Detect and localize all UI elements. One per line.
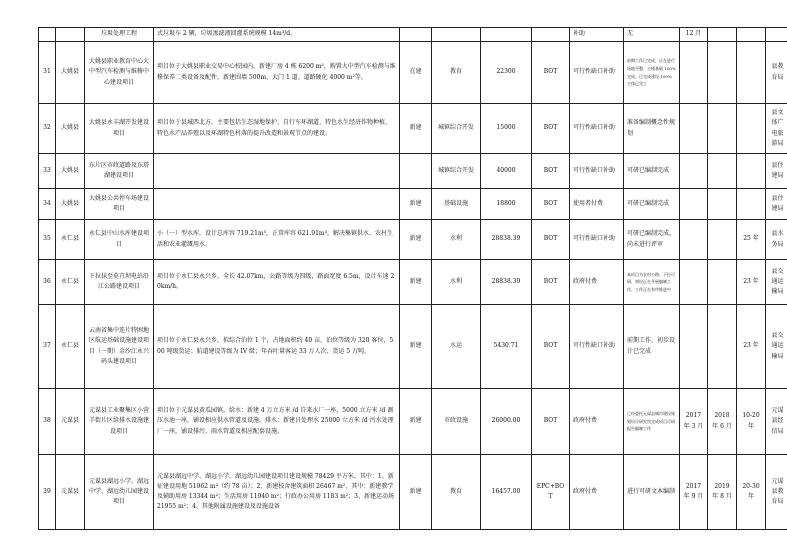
funding-cell: 可行性缺口补助: [570, 154, 624, 189]
progress-cell: 无: [624, 28, 680, 42]
department-cell: 元谋县教育局: [766, 455, 787, 530]
project-content-cell: 项目位于元谋县黄瓜园镇。给水：新建 4 万立方米 /d 自来水厂一座，5000 立方米 /d 调压水池一座，铺设相应供水管道及设施。排水：新建日处理水 25000 立方米 /d 污水处理厂一座，铺设排污、雨水管道及相应配套设施。: [154, 389, 400, 455]
funding-cell: 政府付费: [570, 455, 624, 530]
progress-cell: 准备编制概念性规划: [624, 104, 680, 154]
county-cell: 永仁县: [56, 260, 85, 305]
progress-cell: 可研已编制完成: [624, 189, 680, 220]
start-date-cell: [680, 260, 708, 305]
table-row: [39, 220, 787, 260]
term-cell: 23 年: [737, 260, 766, 305]
row-number: 38: [39, 389, 56, 455]
sector-cell: 教育: [432, 455, 481, 530]
funding-cell: 政府付费: [570, 260, 624, 305]
department-cell: 县住建局: [766, 154, 787, 189]
table-row: [39, 42, 787, 104]
department-cell: [766, 28, 787, 42]
department-cell: 县文体广电旅游局: [766, 104, 787, 154]
table-row: [39, 455, 787, 530]
sector-cell: 水利: [432, 220, 481, 260]
investment-cell: 26000.00: [481, 389, 532, 455]
project-type-cell: 新建: [400, 260, 432, 305]
county-cell: 永仁县: [56, 220, 85, 260]
end-date-cell: [708, 220, 737, 260]
sector-cell: [432, 28, 481, 42]
project-content-cell: 项目位于大姚县职业交易中心校园内，新建厂房 4 栋 6200 m²，购置大中型汽车检测与维修保养二类设备及配件，新建围墙 500m、大门 1 道、道路硬化 4000 m²等。: [154, 42, 400, 104]
sector-cell: 基础设施: [432, 189, 481, 220]
investment-cell: 28838.39: [481, 220, 532, 260]
operation-mode-cell: BOT: [532, 154, 570, 189]
project-type-cell: 新建: [400, 189, 432, 220]
investment-cell: 15000: [481, 104, 532, 154]
progress-cell: 可研已编制完成: [624, 154, 680, 189]
project-name-cell: 云南省集中连片特困地区航运基础设施建设项目（一期）金沙江永兴码头建设项目: [85, 305, 154, 389]
table-row: [39, 305, 787, 389]
investment-cell: 22300: [481, 42, 532, 104]
end-date-cell: 2019 年 8 月: [708, 455, 737, 530]
operation-mode-cell: BOT: [532, 389, 570, 455]
progress-cell: 进行可研文本编制: [624, 455, 680, 530]
row-number: 32: [39, 104, 56, 154]
project-type-cell: 在建: [400, 42, 432, 104]
end-date-cell: [708, 42, 737, 104]
row-number: 35: [39, 220, 56, 260]
row-number: [39, 28, 56, 42]
county-cell: 大姚县: [56, 189, 85, 220]
start-date-cell: [680, 305, 708, 389]
project-content-cell: 小（一）型水库，设计总库容 719.21m³，正常库容 621.91m³，解决集镇供水、农村生活和农业灌溉用水。: [154, 220, 400, 260]
operation-mode-cell: BOT: [532, 42, 570, 104]
investment-cell: 40000: [481, 154, 532, 189]
row-number: 31: [39, 42, 56, 104]
sector-cell: 教育: [432, 42, 481, 104]
county-cell: 元谋县: [56, 389, 85, 455]
department-cell: 县交通运输局: [766, 305, 787, 389]
start-date-cell: [680, 154, 708, 189]
project-name-cell: 东片区市政道路及东塔湖建设项目: [85, 154, 154, 189]
start-date-cell: 2017 年 3 月: [680, 389, 708, 455]
project-name-cell: 下拉抹至莫苴坝电站沿江公路建设项目: [85, 260, 154, 305]
project-name-cell: 元谋县工业聚集区小营羊街片区给排水设施建设项目: [85, 389, 154, 455]
funding-cell: 可行性缺口补助: [570, 305, 624, 389]
project-name-cell: 垃圾处理工程: [85, 28, 154, 42]
end-date-cell: [708, 305, 737, 389]
department-cell: 县住建局: [766, 189, 787, 220]
operation-mode-cell: BOT: [532, 220, 570, 260]
progress-cell: 前期工作已完成，正在进行场地平整，主楼基础 100% 完成，已完成建设 100% 主体已完工: [624, 42, 680, 104]
investment-cell: 16457.00: [481, 455, 532, 530]
project-name-cell: 大姚县职业教育中心大中型汽车检测与维修中心建设项目: [85, 42, 154, 104]
funding-cell: 可行性缺口补助: [570, 104, 624, 154]
investment-cell: [481, 28, 532, 42]
progress-cell: 前期工作，初步设计已完成: [624, 305, 680, 389]
project-content-cell: 式垃圾车 2 辆，垃圾渗滤液回灌系统规模 14m³/d。: [154, 28, 400, 42]
row-number: 34: [39, 189, 56, 220]
project-type-cell: [400, 154, 432, 189]
project-content-cell: 元谋县湖远中学、湖远小学、湖远幼儿园建设项目建设规模 78429 平方米，其中：1、新征建设用地 51962 m²（约 78 亩）；2、新建校舍建筑面积 26467 m²，其中：新建教学及辅助用房 13344 m²；生活用房 11940 m²；行政办公用房 1183 m²；3、新建运动场 21955 m²；4、其他附属设施建设及设施设备: [154, 455, 400, 530]
funding-cell: 政府付费: [570, 389, 624, 455]
county-cell: 大姚县: [56, 42, 85, 104]
county-cell: 大姚县: [56, 154, 85, 189]
start-date-cell: [680, 189, 708, 220]
project-table: [38, 27, 787, 530]
department-cell: 元谋县经信局: [766, 389, 787, 455]
investment-cell: 18800: [481, 189, 532, 220]
project-name-cell: 大姚县公共停车场建设项目: [85, 189, 154, 220]
sector-cell: 城镇综合开发: [432, 104, 481, 154]
table-row: [39, 28, 787, 42]
project-type-cell: 新建: [400, 389, 432, 455]
sector-cell: 水利: [432, 260, 481, 305]
county-cell: [56, 28, 85, 42]
project-type-cell: [400, 28, 432, 42]
start-date-cell: [680, 104, 708, 154]
sector-cell: 城镇综合开发: [432, 154, 481, 189]
row-number: 36: [39, 260, 56, 305]
end-date-cell: [708, 104, 737, 154]
department-cell: 县教育局: [766, 42, 787, 104]
project-content-cell: [154, 189, 400, 220]
county-cell: 永仁县: [56, 305, 85, 389]
project-name-cell: 大姚县永丰湖开发建设项目: [85, 104, 154, 154]
end-date-cell: [708, 189, 737, 220]
operation-mode-cell: BOT: [532, 189, 570, 220]
project-type-cell: 新建: [400, 220, 432, 260]
operation-mode-cell: BOT: [532, 104, 570, 154]
term-cell: [737, 104, 766, 154]
county-cell: 元谋县: [56, 455, 85, 530]
term-cell: 10-20 年: [737, 389, 766, 455]
funding-cell: 补助: [570, 28, 624, 42]
progress-cell: 可研已编制完成，尚未进行评审: [624, 220, 680, 260]
sector-cell: 水运: [432, 305, 481, 389]
department-cell: 县水务局: [766, 220, 787, 260]
end-date-cell: [708, 28, 737, 42]
progress-cell: 已经委托元谋县城市建设规划设计研究所完成项目可研报告编制工作: [624, 389, 680, 455]
term-cell: [737, 28, 766, 42]
funding-cell: 可行性缺口补助: [570, 220, 624, 260]
project-name-cell: 永仁县中山水库建设项目: [85, 220, 154, 260]
project-type-cell: 新建: [400, 104, 432, 154]
department-cell: 县交通运输局: [766, 260, 787, 305]
table-row: [39, 154, 787, 189]
term-cell: 25 年: [737, 220, 766, 260]
table-row: [39, 389, 787, 455]
row-number: 39: [39, 455, 56, 530]
row-number: 37: [39, 305, 56, 389]
end-date-cell: [708, 260, 737, 305]
project-type-cell: 新建: [400, 305, 432, 389]
term-cell: [737, 154, 766, 189]
funding-cell: 可行性缺口补助: [570, 42, 624, 104]
end-date-cell: 2018 年 6 月: [708, 389, 737, 455]
start-date-cell: 2017 年 9 月: [680, 455, 708, 530]
term-cell: [737, 42, 766, 104]
row-number: 33: [39, 154, 56, 189]
project-name-cell: 元谋县湖远小学、湖远中学、湖远幼儿园建设项目: [85, 455, 154, 530]
start-date-cell: [680, 42, 708, 104]
table-row: [39, 189, 787, 220]
term-cell: 20-30 年: [737, 455, 766, 530]
operation-mode-cell: BOT: [532, 305, 570, 389]
start-date-cell: 12 月: [680, 28, 708, 42]
project-type-cell: 新建: [400, 455, 432, 530]
investment-cell: 28838.39: [481, 260, 532, 305]
sector-cell: 市政设施: [432, 389, 481, 455]
investment-cell: 5430.71: [481, 305, 532, 389]
operation-mode-cell: BOT: [532, 260, 570, 305]
operation-mode-cell: EPC+BOT: [532, 455, 570, 530]
operation-mode-cell: [532, 28, 570, 42]
term-cell: 23 年: [737, 305, 766, 389]
project-content-cell: [154, 154, 400, 189]
table-row: [39, 104, 787, 154]
term-cell: [737, 189, 766, 220]
end-date-cell: [708, 154, 737, 189]
project-content-cell: 项目位于永仁县永兴乡，全长 42.07km，公路等级为四级，路面宽度 6.5m，设计车速 20km/h。: [154, 260, 400, 305]
county-cell: 大姚县: [56, 104, 85, 154]
project-content-cell: 项目位于永仁县永兴乡，拟综合泊位 1 个，占地面积约 40 亩，泊位等级为 320 客位，500 吨级货运；航道建设等级为 IV 级；年吞吐量客运 33 万人次、货运 5 万吨。: [154, 305, 400, 389]
start-date-cell: [680, 220, 708, 260]
project-content-cell: 项目位于县城西北方，主要包括生态湿地保护、自行车环湖道、特色水生经济作物种植、特色水产品养殖以及环湖特色村落的提升改造和景观节点的建设。: [154, 104, 400, 154]
table-row: [39, 260, 787, 305]
funding-cell: 使用者付费: [570, 189, 624, 220]
progress-cell: 本项目为农村公路，下拉可研、初设正在开展编制工作，工作正在有序推进中: [624, 260, 680, 305]
